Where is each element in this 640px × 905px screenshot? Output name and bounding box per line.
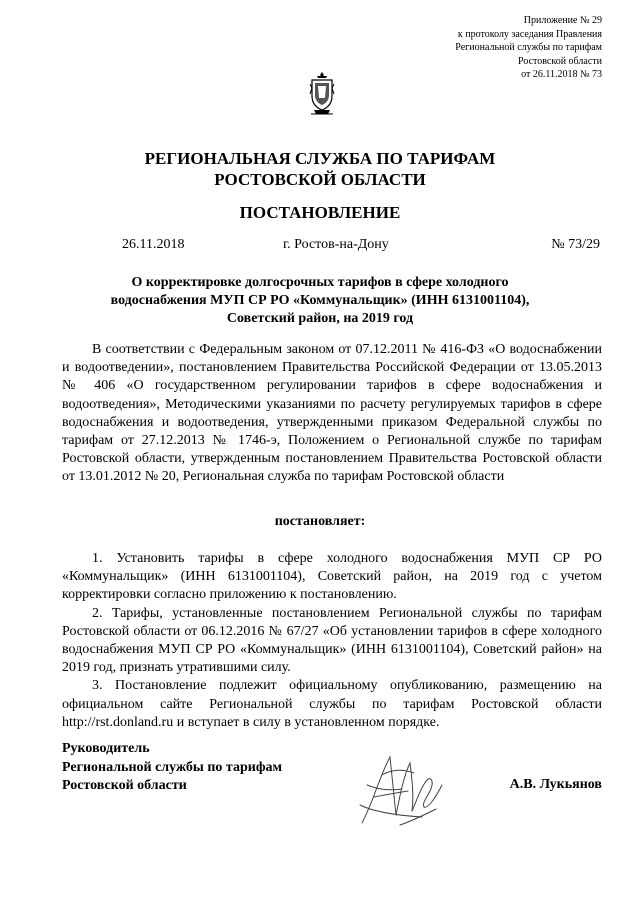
appendix-line: к протоколу заседания Правления <box>457 28 602 40</box>
agency-name-line1: РЕГИОНАЛЬНАЯ СЛУЖБА ПО ТАРИФАМ <box>144 149 496 168</box>
document-place: г. Ростов-на-Дону <box>283 237 389 252</box>
appendix-line: Приложение № 29 <box>523 15 602 26</box>
document-date: 26.11.2018 <box>122 237 185 252</box>
document-number: № 73/29 <box>551 237 600 252</box>
appendix-line: Ростовской области <box>518 55 602 67</box>
signer-name: А.В. Лукьянов <box>509 777 602 792</box>
document-type: ПОСТАНОВЛЕНИЕ <box>239 203 401 222</box>
signer-line3: Ростовской области <box>62 778 187 793</box>
appendix-note <box>455 14 602 82</box>
agency-name-line2: РОСТОВСКОЙ ОБЛАСТИ <box>214 170 426 189</box>
agency-name <box>60 148 580 190</box>
signer-line2: Региональной службы по тарифам <box>62 759 283 775</box>
decree-word: постановляет: <box>274 514 366 529</box>
decree-items <box>62 550 602 732</box>
document-subject <box>80 274 560 328</box>
subject-line3: Советский район, на 2019 год <box>226 311 414 326</box>
signer-line1: Руководитель <box>62 741 150 756</box>
appendix-line: от 26.11.2018 № 73 <box>521 69 602 80</box>
decree-item: 1. Установить тарифы в сфере холодного водоснабжения МУП СР РО «Коммунальщик» (ИНН 6131001104), Советский район, на 2019 год с учетом корректировки согласно приложению к постановлению. <box>62 551 602 603</box>
coat-of-arms-icon <box>308 70 336 118</box>
handwritten-signature <box>352 745 452 835</box>
document-meta <box>62 237 600 255</box>
signer-title <box>62 740 282 796</box>
decree-item: 3. Постановление подлежит официальному опубликованию, размещению на официальном сайте Региональной службы по тарифам Ростовской области http://rst.donland.ru и вступает в силу в установленном порядке. <box>62 678 602 730</box>
subject-line2: водоснабжения МУП СР РО «Коммунальщик» (ИНН 6131001104), <box>110 293 530 308</box>
subject-line1: О корректировке долгосрочных тарифов в сфере холодного <box>131 275 509 290</box>
preamble-paragraph: В соответствии с Федеральным законом от 07.12.2011 № 416-ФЗ «О водоснабжении и водоотведении», постановлением Правительства Российской Федерации от 13.05.2013 № 406 «О государственном регулировании тарифов в сфере водоснабжения и водоотведения», Методическими указаниями по расчету регулируемых тарифов в сфере водоснабжения и водоотведения, утвержденными приказом Федеральной службы по тарифам от 27.12.2013 № 1746-э, Положением о Региональной службе по тарифам Ростовской области, утвержденным постановлением Правительства Ростовской области от 13.01.2012 № 20, Региональная служба по тарифам Ростовской области <box>62 342 602 485</box>
appendix-line: Региональной службы по тарифам <box>455 42 602 53</box>
decree-item: 2. Тарифы, установленные постановлением Региональной службы по тарифам Ростовской области от 06.12.2016 № 67/27 «Об установлении тарифов в сфере холодного водоснабжения МУП СР РО «Коммунальщик» (ИНН 6131001104), Советский район» на 2019 год, признать утратившими силу. <box>62 605 602 676</box>
